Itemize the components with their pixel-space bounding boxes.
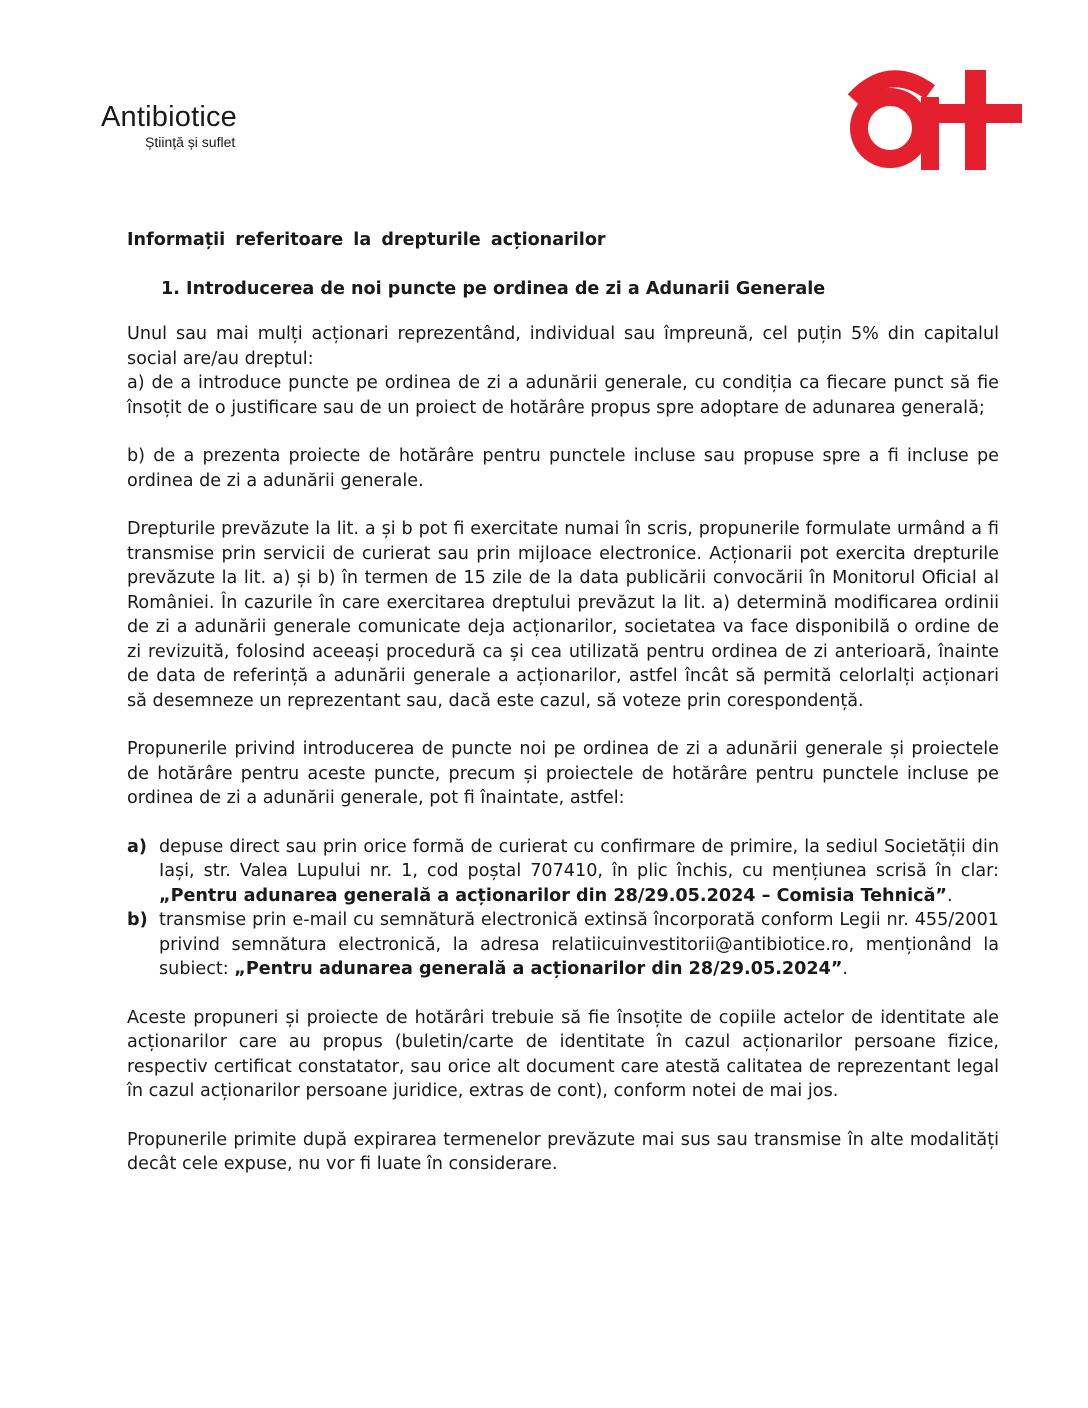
section-heading: 1. Introducerea de noi puncte pe ordinea de zi a Adunarii Generale [161, 279, 826, 299]
list-marker: b) [127, 910, 148, 930]
list-item-text: depuse direct sau prin orice formă de curierat cu confirmare de primire, la sediul Societății din Iași, str. Valea Lupului nr. 1, cod poștal 707410, în plic închis, cu mențiunea scrisă în clar: [159, 836, 999, 881]
company-name: Antibiotice [101, 101, 237, 133]
list-item-tail: . [947, 885, 953, 906]
company-logo [101, 100, 237, 150]
list-marker: a) [127, 836, 147, 857]
list-item-bold: „Pentru adunarea generală a acționarilor din 28/29.05.2024 – Comisia Tehnică” [159, 885, 947, 906]
company-tagline: Știință și suflet [145, 134, 236, 150]
paragraph-required-documents: Aceste propuneri și proiecte de hotărâri trebuie să fie însoțite de copiile actelor de identitate ale acționarilor care au propus (buletin/carte de identitate în cazul acționarilor persoane fizice, respectiv certificat constatator, sau orice alt document care atestă calitatea de reprezentant legal în cazul acționarilor persoane juridice, extras de cont), conform notei de mai jos. [127, 1007, 999, 1101]
document-body [127, 228, 999, 1177]
list-item-text: transmise prin e-mail cu semnătură electronică extinsă încorporată conform Legii nr. 455/2001 privind semnătura electronică, la adresa relatiicuinvestitorii@antibiotice.ro, menționând la subiect: [159, 910, 999, 979]
list-item [127, 835, 999, 909]
list-item [127, 908, 999, 982]
paragraph-late-submissions: Propunerile primite după expirarea termenelor prevăzute mai sus sau transmise în alte modalități decât cele expuse, nu vor fi luate în considerare. [127, 1129, 999, 1174]
paragraph-intro: Unul sau mai mulți acționari reprezentând, individual sau împreună, cel puțin 5% din capitalul social are/au dreptul: [127, 324, 999, 369]
paragraph-rights-exercise: Drepturile prevăzute la lit. a și b pot fi exercitate numai în scris, propunerile formulate urmând a fi transmise prin servicii de curierat sau prin mijloace electronice. Acționarii pot exercita drepturile prevăzute la lit. a) și b) în termen de 15 zile de la data publicării convocării în Monitorul Oficial al României. În cazurile în care exercitarea dreptului prevăzut la lit. a) determină modificarea ordinii de zi a adunării generale comunicate deja acționarilor, societatea va face disponibilă o ordine de zi revizuită, folosind aceeași procedură ca și cea utilizată pentru ordinea de zi anterioară, înainte de data de referință a adunării generale a acționarilor, astfel încât să permită celorlalți acționari să desemneze un reprezentant sau, dacă este cazul, să voteze prin corespondență. [127, 519, 999, 711]
paragraph-submission-methods: Propunerile privind introducerea de puncte noi pe ordinea de zi a adunării generale și proiectele de hotărâre pentru aceste puncte, precum și proiectele de hotărâre pentru punctele incluse pe ordinea de zi a adunării generale, pot fi înaintate, astfel: [127, 739, 999, 808]
paragraph-right-b: b) de a prezenta proiecte de hotărâre pentru punctele incluse sau propuse spre a fi incluse pe ordinea de zi a adunării generale. [127, 446, 999, 491]
list-item-bold: „Pentru adunarea generală a acționarilor din 28/29.05.2024” [234, 959, 843, 979]
paragraph-right-a: a) de a introduce puncte pe ordinea de zi a adunării generale, cu condiția ca fiecare punct să fie însoțit de o justificare sau de un proiect de hotărâre propus spre adoptare de adunarea generală; [127, 373, 999, 418]
brand-mark-logo [844, 70, 1024, 170]
list-item-tail: . [842, 959, 849, 979]
document-title: Informații referitoare la drepturile acționarilor [127, 230, 606, 250]
